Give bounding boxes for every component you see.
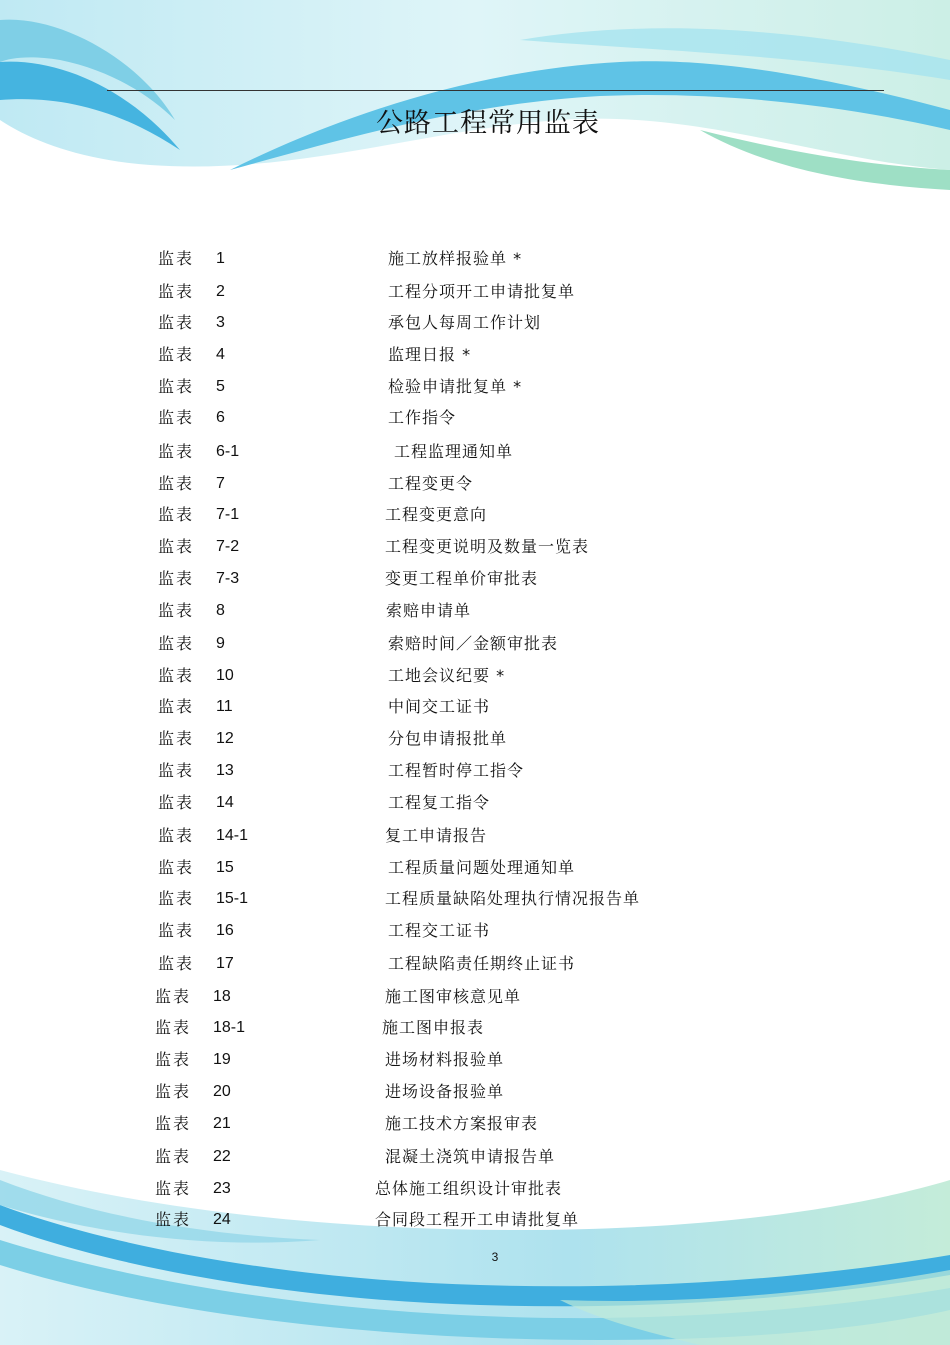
item-label: 监表	[158, 729, 195, 748]
item-name: 施工技术方案报审表	[385, 1114, 539, 1133]
item-number: 6-1	[216, 443, 240, 460]
item-name: 混凝土浇筑申请报告单	[385, 1147, 556, 1166]
item-name: 工程缺陷责任期终止证书	[388, 954, 576, 973]
item-label: 监表	[158, 249, 195, 268]
header-rule	[107, 90, 884, 91]
item-number: 9	[216, 635, 225, 652]
item-label: 监表	[158, 889, 195, 908]
item-name: 总体施工组织设计审批表	[375, 1179, 563, 1198]
item-number: 10	[216, 667, 234, 684]
item-label: 监表	[158, 601, 195, 620]
item-number: 17	[216, 955, 234, 972]
item-number: 3	[216, 314, 225, 331]
item-name: 工程变更意向	[385, 505, 488, 524]
item-number: 19	[213, 1051, 231, 1068]
item-label: 监表	[158, 761, 195, 780]
item-name: 工地会议纪要 *	[388, 666, 506, 685]
item-number: 6	[216, 409, 225, 426]
page-title: 公路工程常用监表	[376, 108, 600, 139]
item-number: 7-3	[216, 570, 240, 587]
item-number: 16	[216, 922, 234, 939]
item-label: 监表	[158, 634, 195, 653]
item-label: 监表	[158, 442, 195, 461]
item-label: 监表	[158, 537, 195, 556]
item-label: 监表	[158, 954, 195, 973]
item-name: 施工放样报验单 *	[388, 249, 523, 268]
item-label: 监表	[155, 1050, 192, 1069]
item-label: 监表	[158, 697, 195, 716]
item-label: 监表	[155, 987, 192, 1006]
item-number: 23	[213, 1180, 231, 1197]
item-name: 监理日报 *	[388, 345, 472, 364]
item-name: 工程质量问题处理通知单	[388, 858, 576, 877]
item-label: 监表	[158, 858, 195, 877]
item-number: 15-1	[216, 890, 249, 907]
item-number: 15	[216, 859, 234, 876]
item-label: 监表	[155, 1210, 192, 1229]
item-name: 进场设备报验单	[385, 1082, 505, 1101]
item-label: 监表	[158, 313, 195, 332]
item-name: 施工图审核意见单	[385, 987, 522, 1006]
item-name: 工程变更令	[388, 474, 474, 493]
item-number: 7	[216, 475, 225, 492]
item-name: 工程分项开工申请批复单	[388, 282, 576, 301]
item-label: 监表	[158, 505, 195, 524]
item-label: 监表	[158, 345, 195, 364]
item-name: 进场材料报验单	[385, 1050, 505, 1069]
item-number: 20	[213, 1083, 231, 1100]
item-number: 18-1	[213, 1019, 246, 1036]
item-number: 2	[216, 283, 225, 300]
item-number: 7-1	[216, 506, 240, 523]
item-number: 22	[213, 1148, 231, 1165]
item-label: 监表	[158, 474, 195, 493]
item-label: 监表	[158, 793, 195, 812]
page-number: 3	[491, 1250, 499, 1264]
item-name: 工程复工指令	[388, 793, 491, 812]
item-label: 监表	[155, 1018, 192, 1037]
item-number: 5	[216, 378, 225, 395]
item-name: 索赔时间／金额审批表	[388, 634, 559, 653]
item-label: 监表	[158, 282, 195, 301]
item-label: 监表	[158, 377, 195, 396]
item-name: 分包申请报批单	[388, 729, 508, 748]
item-number: 21	[213, 1115, 231, 1132]
item-number: 7-2	[216, 538, 240, 555]
item-name: 工程变更说明及数量一览表	[385, 537, 590, 556]
item-name: 工程暂时停工指令	[388, 761, 525, 780]
item-number: 12	[216, 730, 234, 747]
item-name: 工程质量缺陷处理执行情况报告单	[385, 889, 641, 908]
item-number: 8	[216, 602, 225, 619]
item-label: 监表	[158, 569, 195, 588]
item-label: 监表	[158, 921, 195, 940]
item-name: 工程交工证书	[388, 921, 491, 940]
item-label: 监表	[158, 666, 195, 685]
item-number: 14-1	[216, 827, 249, 844]
item-name: 承包人每周工作计划	[388, 313, 542, 332]
item-number: 18	[213, 988, 231, 1005]
item-number: 1	[216, 250, 225, 267]
item-label: 监表	[155, 1082, 192, 1101]
item-number: 11	[216, 698, 233, 715]
item-name: 合同段工程开工申请批复单	[375, 1210, 580, 1229]
item-name: 复工申请报告	[385, 826, 488, 845]
item-number: 24	[213, 1211, 231, 1228]
item-number: 13	[216, 762, 234, 779]
item-name: 索赔申请单	[386, 601, 472, 620]
item-name: 工程监理通知单	[394, 442, 514, 461]
item-label: 监表	[155, 1179, 192, 1198]
item-number: 4	[216, 346, 225, 363]
item-name: 工作指令	[388, 408, 457, 427]
item-name: 检验申请批复单 *	[388, 377, 523, 396]
item-name: 施工图申报表	[382, 1018, 485, 1037]
item-label: 监表	[155, 1114, 192, 1133]
item-name: 变更工程单价审批表	[385, 569, 539, 588]
item-label: 监表	[158, 408, 195, 427]
item-label: 监表	[155, 1147, 192, 1166]
item-number: 14	[216, 794, 234, 811]
item-name: 中间交工证书	[388, 697, 491, 716]
item-label: 监表	[158, 826, 195, 845]
